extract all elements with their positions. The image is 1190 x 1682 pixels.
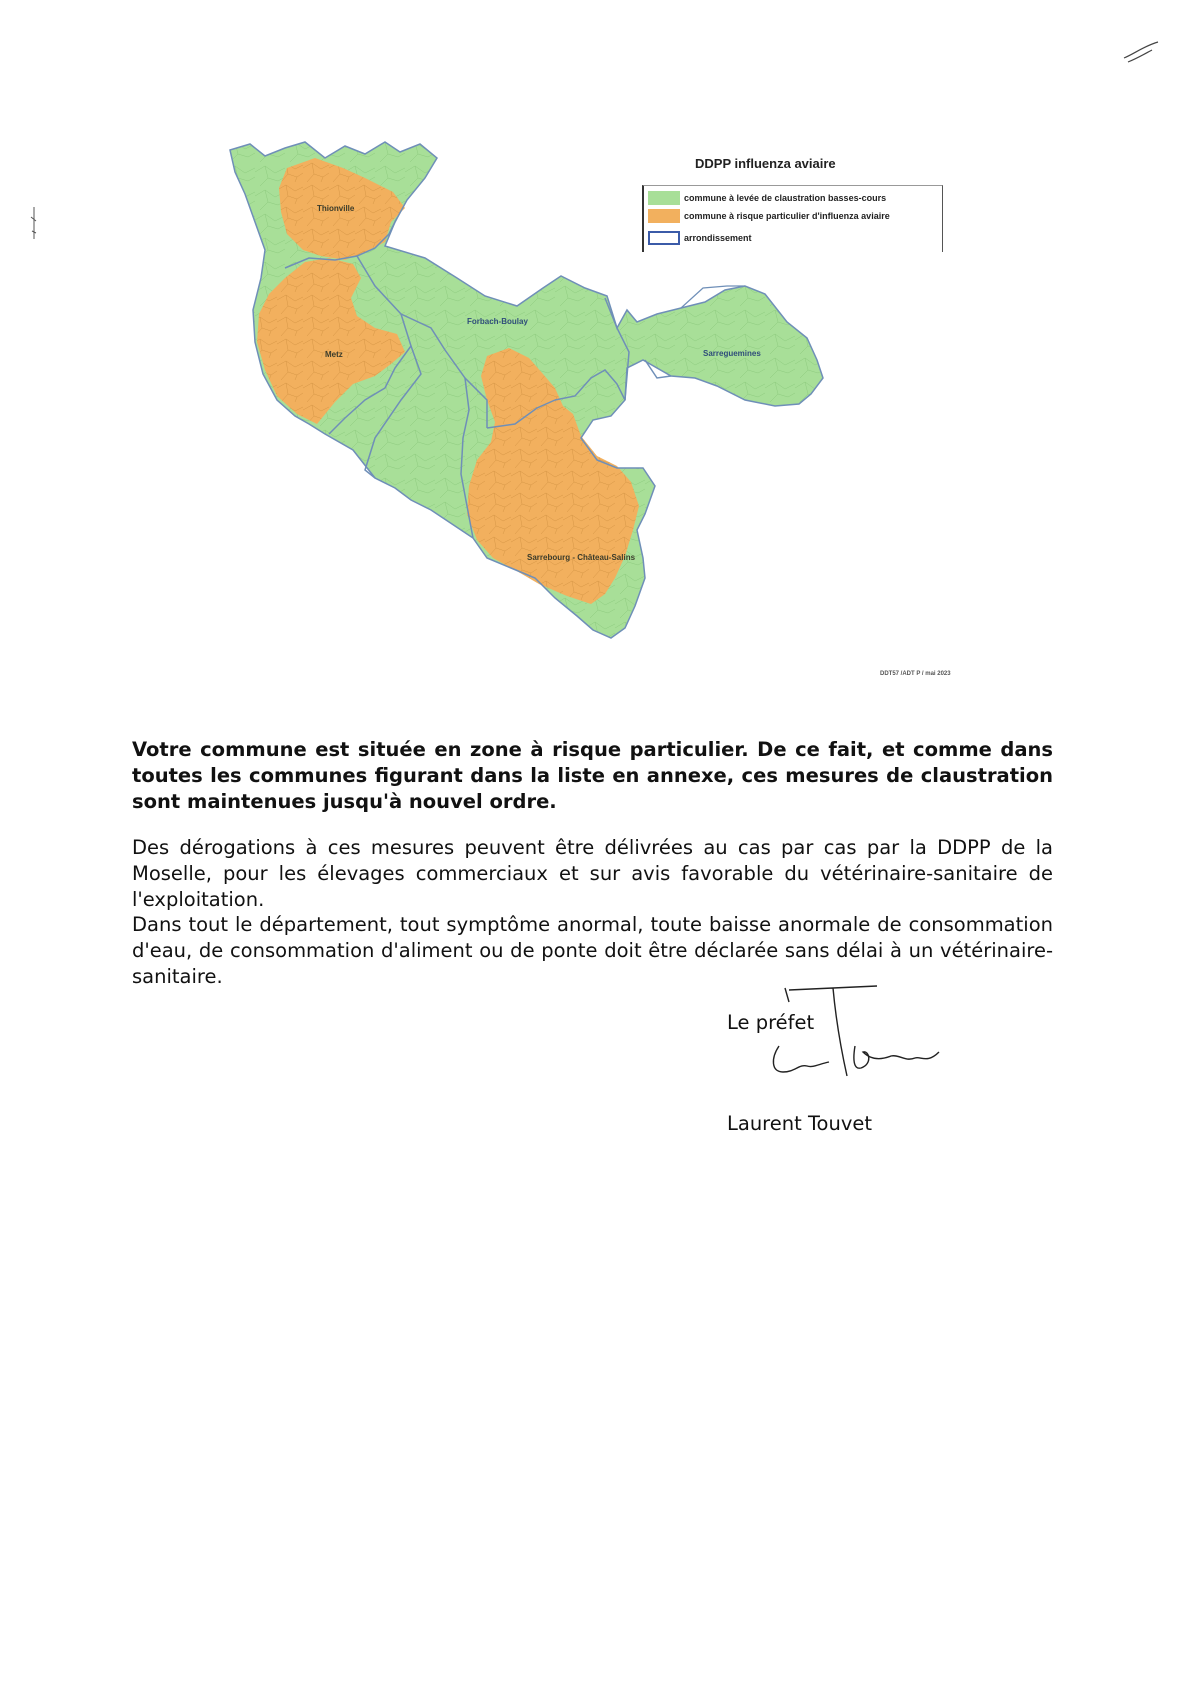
avian-influenza-map — [225, 138, 951, 683]
legend-label: commune à risque particulier d'influenza aviaire — [684, 211, 890, 221]
blue-outline-swatch-icon — [648, 231, 680, 245]
corner-pen-mark — [1122, 36, 1162, 66]
legend-item-orange — [648, 207, 890, 225]
signatory-name: Laurent Touvet — [727, 1112, 873, 1135]
paragraph-derogations: Des dérogations à ces mesures peuvent être délivrées au cas par cas par la DDPP de la Moselle, pour les élevages commerciaux et sur avis favorable du vétérinaire-sanitaire de l'exploitation. — [132, 836, 1053, 911]
paragraph-risk-zone: Votre commune est située en zone à risque particulier. De ce fait, et comme dans toutes les communes figurant dans la liste en annexe, ces mesures de claustration sont maintenues jusqu'à nouvel ordre. — [132, 738, 1053, 813]
legend-item-green — [648, 189, 886, 207]
signatory-title: Le préfet — [727, 1011, 815, 1034]
handwritten-signature — [749, 980, 969, 1090]
margin-pen-mark — [30, 205, 38, 241]
legend-label: arrondissement — [684, 233, 752, 243]
orange-swatch-icon — [648, 209, 680, 223]
legend-title: DDPP influenza aviaire — [695, 156, 836, 171]
legend-item-blue — [648, 229, 752, 247]
sarreguemines-label: Sarreguemines — [703, 349, 761, 358]
sarrebourg-label: Sarrebourg - Château-Salins — [527, 553, 636, 562]
legend-label: commune à levée de claustration basses-cours — [684, 193, 887, 203]
signature-block — [727, 980, 987, 1140]
paragraph-symptoms: Dans tout le département, tout symptôme anormal, toute baisse anormale de consommation d'eau, de consommation d'aliment ou de ponte doit être déclarée sans délai à un vétérinaire-sanitaire. — [132, 913, 1053, 988]
metz-label: Metz — [325, 350, 343, 359]
thionville-label: Thionville — [317, 204, 355, 213]
green-swatch-icon — [648, 191, 680, 205]
map-legend — [642, 185, 943, 252]
map-credit: DDT57 /ADT P / mai 2023 — [880, 671, 951, 677]
forbach-label: Forbach-Boulay — [467, 317, 528, 326]
